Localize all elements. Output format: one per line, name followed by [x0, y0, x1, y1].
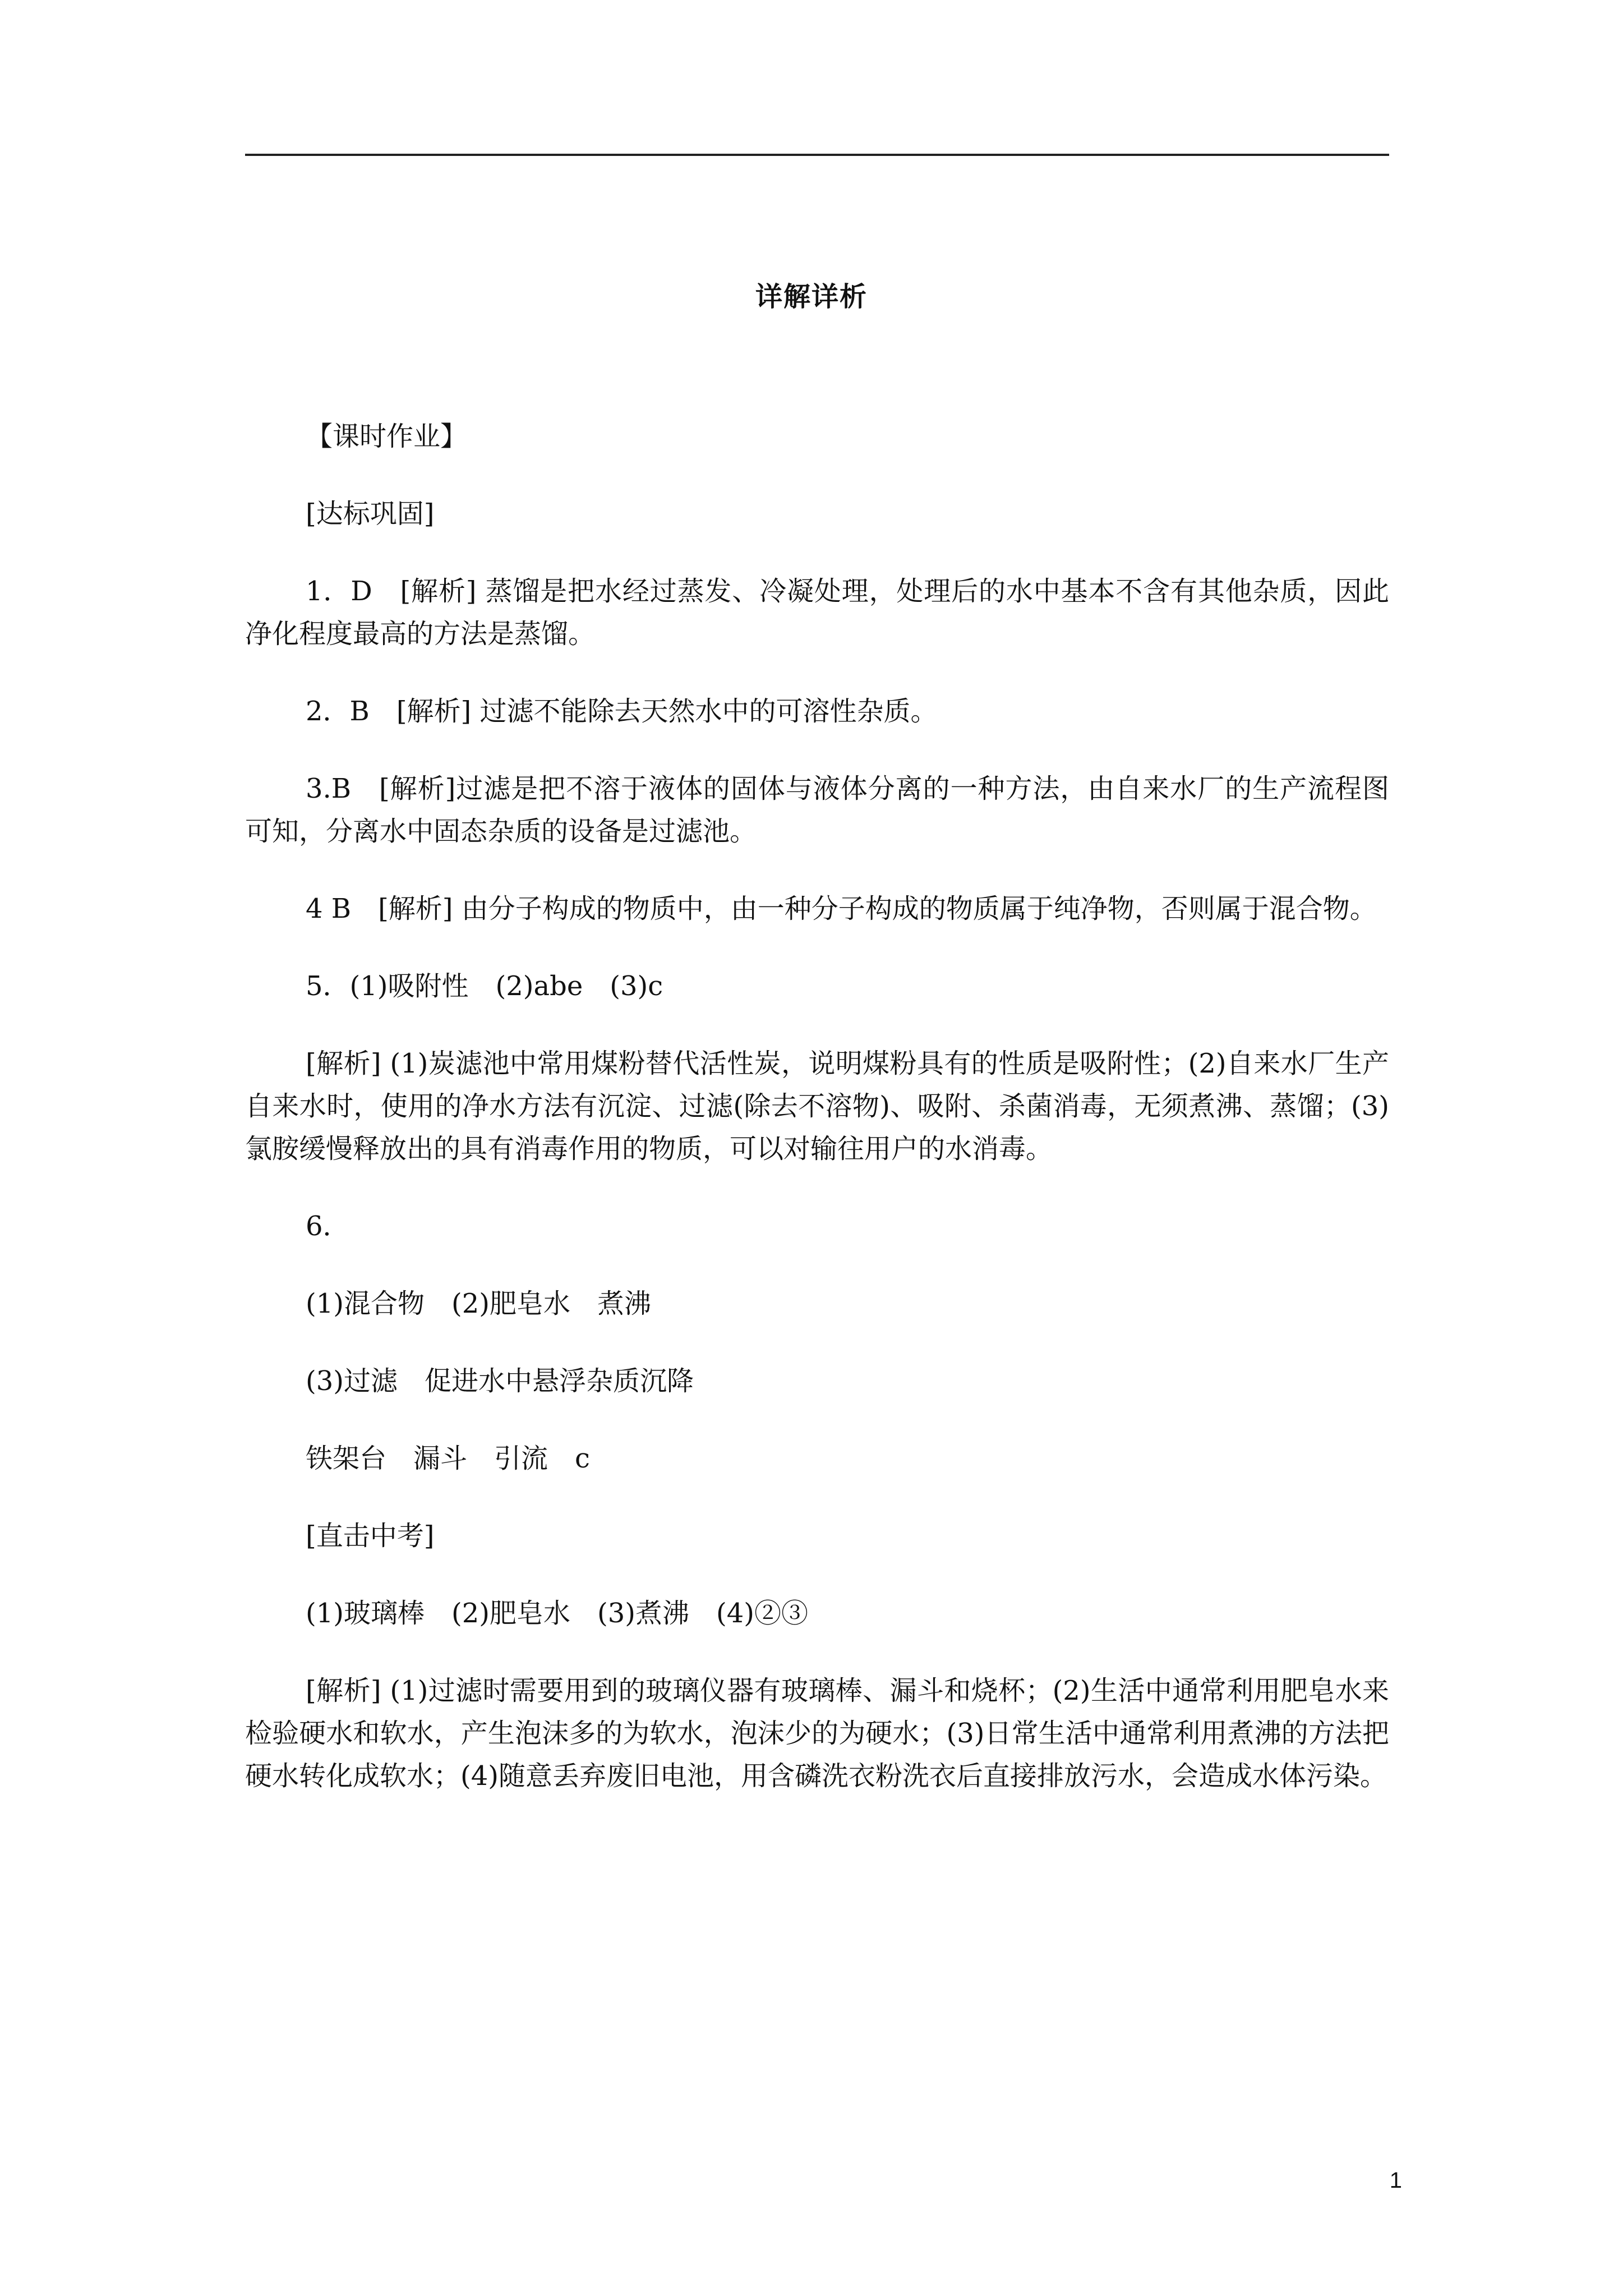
answer-4: 4 B [解析] 由分子构成的物质中，由一种分子构成的物质属于纯净物，否则属于混合物。: [306, 893, 1377, 924]
answer-6-part-2: (3)过滤 促进水中悬浮杂质沉降: [306, 1365, 694, 1397]
answer-5: 5．(1)吸附性 (2)abe (3)c: [306, 970, 663, 1002]
exam-answer: (1)玻璃棒 (2)肥皂水 (3)煮沸 (4)②③: [306, 1598, 808, 1629]
answer-6-number: 6．: [306, 1211, 350, 1242]
answer-1: 1．D [解析] 蒸馏是把水经过蒸发、冷凝处理，处理后的水中基本不含有其他杂质，因此净化程度最高的方法是蒸馏。: [245, 576, 1389, 650]
answer-5-explanation: [解析] (1)炭滤池中常用煤粉替代活性炭，说明煤粉具有的性质是吸附性；(2)自来水厂生产自来水时，使用的净水方法有沉淀、过滤(除去不溶物)、吸附、杀菌消毒，无须煮沸、蒸馏；(3)氯胺缓慢释放出的具有消毒作用的物质，可以对输往用户的水消毒。: [245, 1048, 1389, 1165]
answer-content: [245, 415, 1389, 1832]
answer-6-part-3: 铁架台 漏斗 引流 c: [306, 1443, 590, 1474]
exam-answer-explanation: [解析] (1)过滤时需要用到的玻璃仪器有玻璃棒、漏斗和烧杯；(2)生活中通常利用肥皂水来检验硬水和软水，产生泡沫多的为软水，泡沫少的为硬水；(3)日常生活中通常利用煮沸的方法把硬水转化成软水；(4)随意丢弃废旧电池，用含磷洗衣粉洗衣后直接排放污水，会造成水体污染。: [245, 1675, 1389, 1792]
subsection-heading-exam: [直击中考]: [306, 1520, 435, 1552]
answer-3: 3.B [解析]过滤是把不溶于液体的固体与液体分离的一种方法，由自来水厂的生产流程图可知，分离水中固态杂质的设备是过滤池。: [245, 773, 1389, 847]
section-heading-homework: 【课时作业】: [306, 421, 468, 452]
answer-2: 2．B [解析] 过滤不能除去天然水中的可溶性杂质。: [306, 696, 938, 727]
page-number: 1: [1389, 2168, 1402, 2193]
subsection-heading-basic: [达标巩固]: [306, 498, 435, 530]
header-rule: [245, 154, 1389, 156]
answer-6-part-1: (1)混合物 (2)肥皂水 煮沸: [306, 1288, 651, 1319]
page-title: 详解详析: [755, 281, 868, 312]
